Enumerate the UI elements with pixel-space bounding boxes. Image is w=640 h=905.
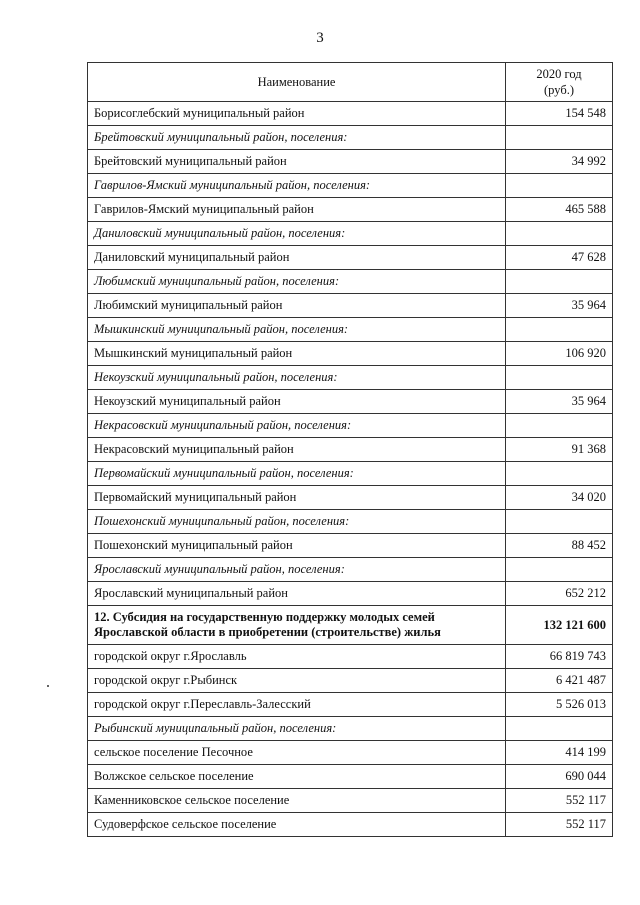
table-row — [88, 645, 613, 669]
row-amount: 66 819 743 — [506, 645, 613, 669]
row-name: городской округ г.Рыбинск — [88, 669, 506, 693]
group-header-row — [88, 510, 613, 534]
row-amount — [506, 174, 613, 198]
row-amount: 35 964 — [506, 390, 613, 414]
group-header-row — [88, 558, 613, 582]
row-name: Любимский муниципальный район, поселения: — [88, 270, 506, 294]
row-name: Пошехонский муниципальный район — [88, 534, 506, 558]
page-number: 3 — [316, 30, 324, 46]
header-amount — [506, 63, 613, 102]
table-row — [88, 582, 613, 606]
row-name: Ярославский муниципальный район, поселения: — [88, 558, 506, 582]
row-name: сельское поселение Песочное — [88, 741, 506, 765]
row-amount: 106 920 — [506, 342, 613, 366]
row-name: Волжское сельское поселение — [88, 765, 506, 789]
row-name: Некоузский муниципальный район — [88, 390, 506, 414]
group-header-row — [88, 126, 613, 150]
header-name: Наименование — [88, 63, 506, 102]
row-name: Даниловский муниципальный район, поселения: — [88, 222, 506, 246]
row-amount — [506, 222, 613, 246]
subsidy-row — [88, 606, 613, 645]
table-header-row — [88, 63, 613, 102]
table-row — [88, 741, 613, 765]
row-name: Гаврилов-Ямский муниципальный район — [88, 198, 506, 222]
table-row — [88, 342, 613, 366]
group-header-row — [88, 270, 613, 294]
row-amount — [506, 558, 613, 582]
row-name: Первомайский муниципальный район — [88, 486, 506, 510]
budget-table — [87, 62, 613, 837]
group-header-row — [88, 366, 613, 390]
table-row — [88, 198, 613, 222]
table-row — [88, 534, 613, 558]
table-row — [88, 294, 613, 318]
row-name: Рыбинский муниципальный район, поселения: — [88, 717, 506, 741]
table-row — [88, 486, 613, 510]
row-amount — [506, 366, 613, 390]
row-amount: 47 628 — [506, 246, 613, 270]
row-amount: 35 964 — [506, 294, 613, 318]
row-name: городской округ г.Ярославль — [88, 645, 506, 669]
row-name: Даниловский муниципальный район — [88, 246, 506, 270]
row-amount: 652 212 — [506, 582, 613, 606]
row-amount — [506, 318, 613, 342]
group-header-row — [88, 717, 613, 741]
table-row — [88, 438, 613, 462]
row-name: Некоузский муниципальный район, поселения: — [88, 366, 506, 390]
row-name: Гаврилов-Ямский муниципальный район, поселения: — [88, 174, 506, 198]
row-name: Каменниковское сельское поселение — [88, 789, 506, 813]
row-amount: 465 588 — [506, 198, 613, 222]
row-name: Судоверфское сельское поселение — [88, 813, 506, 837]
group-header-row — [88, 174, 613, 198]
table-row — [88, 150, 613, 174]
row-amount: 552 117 — [506, 813, 613, 837]
table-row — [88, 789, 613, 813]
table-body — [88, 102, 613, 837]
row-amount: 6 421 487 — [506, 669, 613, 693]
scan-speck — [47, 685, 49, 687]
row-name: городской округ г.Переславль-Залесский — [88, 693, 506, 717]
row-amount: 414 199 — [506, 741, 613, 765]
row-name: Некрасовский муниципальный район, поселения: — [88, 414, 506, 438]
row-amount: 5 526 013 — [506, 693, 613, 717]
table-row — [88, 102, 613, 126]
group-header-row — [88, 414, 613, 438]
row-amount: 34 020 — [506, 486, 613, 510]
row-amount: 91 368 — [506, 438, 613, 462]
row-amount: 154 548 — [506, 102, 613, 126]
row-amount — [506, 270, 613, 294]
table-row — [88, 669, 613, 693]
row-name: 12. Субсидия на государственную поддержку молодых семей Ярославской области в приобретении (строительстве) жилья — [88, 606, 506, 645]
row-amount: 552 117 — [506, 789, 613, 813]
table-row — [88, 813, 613, 837]
row-amount — [506, 510, 613, 534]
row-name: Некрасовский муниципальный район — [88, 438, 506, 462]
row-amount: 690 044 — [506, 765, 613, 789]
row-name: Брейтовский муниципальный район, поселения: — [88, 126, 506, 150]
row-amount: 34 992 — [506, 150, 613, 174]
row-amount — [506, 126, 613, 150]
row-name: Борисоглебский муниципальный район — [88, 102, 506, 126]
row-amount: 88 452 — [506, 534, 613, 558]
row-amount: 132 121 600 — [506, 606, 613, 645]
row-name: Пошехонский муниципальный район, поселения: — [88, 510, 506, 534]
row-name: Мышкинский муниципальный район, поселения: — [88, 318, 506, 342]
row-amount — [506, 717, 613, 741]
table-row — [88, 246, 613, 270]
group-header-row — [88, 462, 613, 486]
row-name: Любимский муниципальный район — [88, 294, 506, 318]
table-row — [88, 693, 613, 717]
row-name: Ярославский муниципальный район — [88, 582, 506, 606]
row-amount — [506, 414, 613, 438]
group-header-row — [88, 318, 613, 342]
group-header-row — [88, 222, 613, 246]
row-name: Первомайский муниципальный район, поселения: — [88, 462, 506, 486]
header-amount-unit: (руб.) — [544, 83, 574, 97]
table-row — [88, 390, 613, 414]
row-name: Мышкинский муниципальный район — [88, 342, 506, 366]
row-name: Брейтовский муниципальный район — [88, 150, 506, 174]
header-amount-year: 2020 год — [536, 67, 582, 81]
table-row — [88, 765, 613, 789]
row-amount — [506, 462, 613, 486]
